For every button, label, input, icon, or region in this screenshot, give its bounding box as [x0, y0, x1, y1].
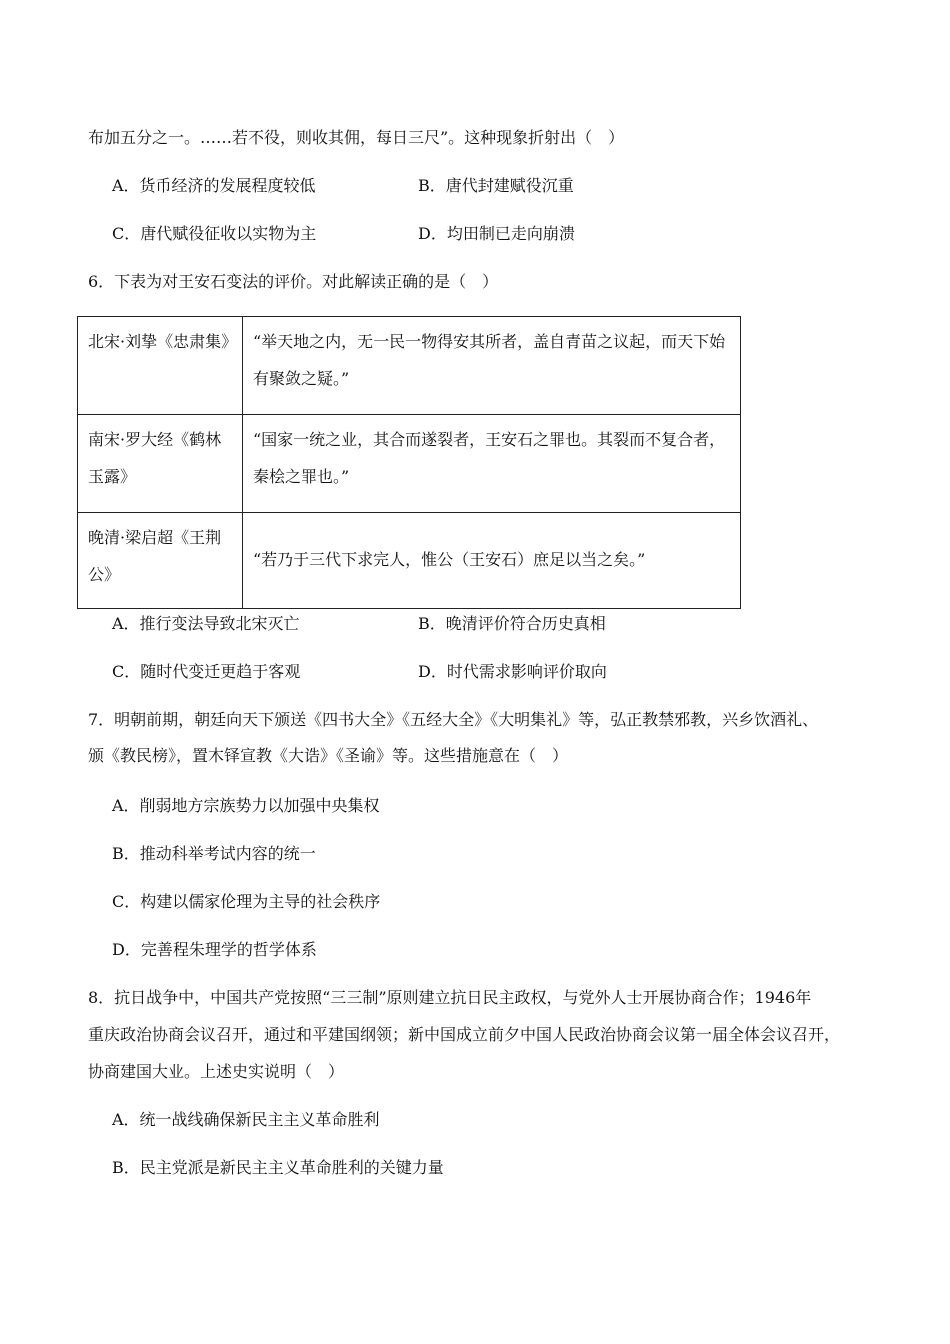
q8-stem-line-1: 8．抗日战争中，中国共产党按照“三三制”原则建立抗日民主政权，与党外人士开展协商合作；1946年: [88, 988, 812, 1007]
q7-stem-line-2: 颁《教民榜》，置木铎宣教《大诰》《圣谕》等。这些措施意在（ ）: [88, 746, 569, 765]
q6-option-a[interactable]: A．推行变法导致北宋灭亡: [112, 614, 300, 633]
q7-stem-line-1: 7．明朝前期，朝廷向天下颁送《四书大全》《五经大全》《大明集礼》等，弘正教禁邪教，兴乡饮酒礼、: [88, 710, 819, 729]
table-quote-cell: “若乃于三代下求完人，惟公（王安石）庶足以当之矣。”: [243, 513, 741, 609]
q5-stem-tail: 布加五分之一。……若不役，则收其佣，每日三尺”。这种现象折射出（ ）: [88, 128, 625, 147]
q8-stem-line-2: 重庆政治协商会议召开，通过和平建国纲领；新中国成立前夕中国人民政治协商会议第一届全体会议召开，: [88, 1025, 841, 1044]
q7-option-b[interactable]: B．推动科举考试内容的统一: [112, 844, 316, 863]
table-row: [78, 415, 741, 513]
table-quote-cell: “举天地之内，无一民一物得安其所者，盖自青苗之议起，而天下始有聚敛之疑。”: [243, 317, 741, 415]
q8-option-b[interactable]: B．民主党派是新民主主义革命胜利的关键力量: [112, 1158, 444, 1177]
q8-option-a[interactable]: A．统一战线确保新民主主义革命胜利: [112, 1110, 380, 1129]
q6-option-c[interactable]: C．随时代变迁更趋于客观: [112, 662, 301, 681]
table-row: [78, 317, 741, 415]
q6-evaluation-table: [77, 316, 741, 609]
q5-option-c[interactable]: C．唐代赋役征收以实物为主: [112, 224, 317, 243]
q5-option-a[interactable]: A．货币经济的发展程度较低: [112, 176, 316, 195]
q8-stem-line-3: 协商建国大业。上述史实说明（ ）: [88, 1062, 345, 1081]
table-source-cell: 北宋·刘挚《忠肃集》: [78, 317, 243, 415]
table-quote-cell: “国家一统之业，其合而遂裂者，王安石之罪也。其裂而不复合者，秦桧之罪也。”: [243, 415, 741, 513]
q7-option-a[interactable]: A．削弱地方宗族势力以加强中央集权: [112, 796, 380, 815]
q5-option-d[interactable]: D．均田制已走向崩溃: [418, 224, 575, 243]
q6-option-b[interactable]: B．晚清评价符合历史真相: [418, 614, 606, 633]
q6-option-d[interactable]: D．时代需求影响评价取向: [418, 662, 607, 681]
table-source-cell: 晚清·梁启超《王荆公》: [78, 513, 243, 609]
q6-stem: 6．下表为对王安石变法的评价。对此解读正确的是（ ）: [88, 272, 499, 291]
table-row: [78, 513, 741, 609]
table-source-cell: 南宋·罗大经《鹤林玉露》: [78, 415, 243, 513]
q5-option-b[interactable]: B．唐代封建赋役沉重: [418, 176, 574, 195]
q7-option-d[interactable]: D．完善程朱理学的哲学体系: [112, 940, 317, 959]
q7-option-c[interactable]: C．构建以儒家伦理为主导的社会秩序: [112, 892, 381, 911]
